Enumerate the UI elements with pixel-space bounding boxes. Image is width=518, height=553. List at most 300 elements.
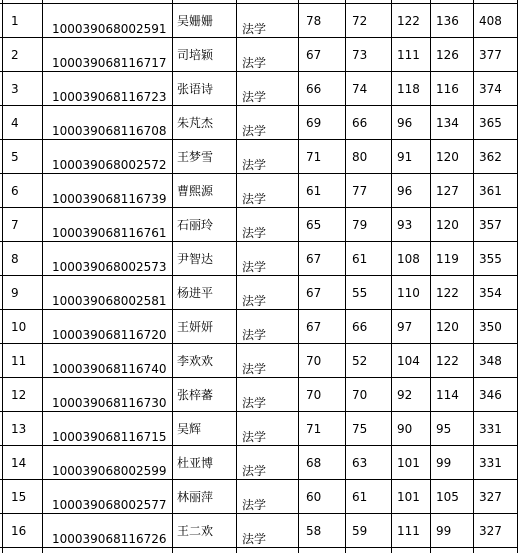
- cell-sequence-number: [2, 139, 42, 173]
- cell-score-1-text: 65: [306, 218, 322, 232]
- table-row: [0, 105, 518, 139]
- table-row: [0, 71, 518, 105]
- cell-total-score-text: 327: [479, 490, 502, 504]
- cell-sequence-number-text: 11: [11, 354, 27, 368]
- table-row-divider: [0, 105, 518, 106]
- cell-candidate-name-text: 杨进平: [177, 286, 214, 300]
- cell-score-1: [298, 37, 345, 71]
- table-row: [0, 3, 518, 37]
- cell-total-score: [473, 37, 517, 71]
- cell-candidate-id-text: 100039068116730: [52, 396, 167, 410]
- cell-candidate-id: [42, 445, 172, 479]
- cell-score-4: [430, 139, 473, 173]
- cell-score-1: [298, 139, 345, 173]
- cell-score-2-text: 59: [352, 524, 368, 538]
- cell-sequence-number-text: 9: [11, 286, 19, 300]
- cell-score-4: [430, 479, 473, 513]
- table-row-divider: [0, 309, 518, 310]
- cell-score-1: [298, 207, 345, 241]
- table-row-divider: [0, 37, 518, 38]
- cell-score-3-text: 118: [397, 82, 420, 96]
- cell-score-4-text: 116: [436, 82, 459, 96]
- table-row-divider: [0, 71, 518, 72]
- cell-sequence-number: [2, 3, 42, 37]
- cell-candidate-id: [42, 241, 172, 275]
- cell-score-4: [430, 513, 473, 547]
- cell-score-2: [345, 37, 391, 71]
- cell-major-text: 法学: [242, 396, 267, 410]
- cell-sequence-number-text: 3: [11, 82, 19, 96]
- table-column-divider: [2, 0, 3, 553]
- cell-major-text: 法学: [242, 532, 267, 546]
- cell-sequence-number: [2, 275, 42, 309]
- table-row: [0, 37, 518, 71]
- cell-major: [236, 3, 298, 37]
- cell-score-4-text: 119: [436, 252, 459, 266]
- cell-score-4-text: 126: [436, 48, 459, 62]
- cell-score-1-text: 69: [306, 116, 322, 130]
- cell-total-score: [473, 71, 517, 105]
- cell-major: [236, 479, 298, 513]
- cell-candidate-name: [172, 445, 236, 479]
- cell-candidate-id-text: 100039068116717: [52, 56, 167, 70]
- table-row: [0, 445, 518, 479]
- cell-sequence-number-text: 12: [11, 388, 27, 402]
- cell-score-3-text: 92: [397, 388, 413, 402]
- cell-score-1: [298, 377, 345, 411]
- cell-total-score-text: 357: [479, 218, 502, 232]
- cell-candidate-name-text: 杜亚博: [177, 456, 214, 470]
- cell-score-2: [345, 207, 391, 241]
- cell-candidate-id: [42, 377, 172, 411]
- table-column-divider: [391, 0, 392, 553]
- cell-total-score-text: 350: [479, 320, 502, 334]
- cell-sequence-number: [2, 445, 42, 479]
- cell-score-2: [345, 377, 391, 411]
- cell-candidate-name: [172, 173, 236, 207]
- table-row: [0, 173, 518, 207]
- cell-score-1-text: 67: [306, 320, 322, 334]
- cell-sequence-number-text: 7: [11, 218, 19, 232]
- cell-candidate-name: [172, 309, 236, 343]
- table-row-divider: [0, 139, 518, 140]
- cell-candidate-id: [42, 173, 172, 207]
- cell-total-score: [473, 241, 517, 275]
- table-row-divider: [0, 513, 518, 514]
- cell-score-3-text: 111: [397, 524, 420, 538]
- cell-sequence-number: [2, 71, 42, 105]
- cell-candidate-name-text: 林丽萍: [177, 490, 214, 504]
- cell-total-score-text: 355: [479, 252, 502, 266]
- cell-major: [236, 105, 298, 139]
- table-column-divider: [430, 0, 431, 553]
- cell-candidate-name: [172, 207, 236, 241]
- cell-score-4-text: 105: [436, 490, 459, 504]
- cell-score-1: [298, 71, 345, 105]
- cell-score-4: [430, 207, 473, 241]
- cell-score-2: [345, 343, 391, 377]
- cell-score-1: [298, 105, 345, 139]
- cell-score-4-text: 120: [436, 150, 459, 164]
- cell-score-4: [430, 37, 473, 71]
- cell-total-score: [473, 309, 517, 343]
- cell-score-4: [430, 309, 473, 343]
- cell-score-3-text: 90: [397, 422, 413, 436]
- cell-major: [236, 173, 298, 207]
- cell-candidate-name: [172, 513, 236, 547]
- cell-candidate-id: [42, 105, 172, 139]
- cell-score-1: [298, 173, 345, 207]
- cell-major-text: 法学: [242, 294, 267, 308]
- cell-score-2-text: 55: [352, 286, 368, 300]
- cell-score-4: [430, 275, 473, 309]
- cell-major: [236, 207, 298, 241]
- cell-score-2: [345, 445, 391, 479]
- cell-sequence-number-text: 6: [11, 184, 19, 198]
- cell-candidate-name-text: 吴姗姗: [177, 14, 214, 28]
- cell-major-text: 法学: [242, 192, 267, 206]
- cell-score-3: [391, 241, 430, 275]
- cell-sequence-number: [2, 309, 42, 343]
- cell-total-score: [473, 207, 517, 241]
- cell-score-3: [391, 3, 430, 37]
- cell-score-2: [345, 139, 391, 173]
- cell-candidate-name-text: 尹智达: [177, 252, 214, 266]
- cell-candidate-name-text: 张梓蕃: [177, 388, 214, 402]
- cell-major-text: 法学: [242, 56, 267, 70]
- cell-candidate-name: [172, 105, 236, 139]
- cell-score-4-text: 136: [436, 14, 459, 28]
- cell-major: [236, 241, 298, 275]
- cell-candidate-name: [172, 37, 236, 71]
- table-row-divider: [0, 479, 518, 480]
- cell-score-4: [430, 105, 473, 139]
- cell-candidate-id: [42, 513, 172, 547]
- cell-candidate-id: [42, 479, 172, 513]
- table-row-divider: [0, 3, 518, 4]
- table-row-divider: [0, 411, 518, 412]
- cell-total-score: [473, 343, 517, 377]
- cell-candidate-id: [42, 309, 172, 343]
- cell-score-2: [345, 173, 391, 207]
- cell-score-4: [430, 3, 473, 37]
- cell-score-1: [298, 241, 345, 275]
- cell-candidate-name-text: 王二欢: [177, 524, 214, 538]
- cell-candidate-id-text: 100039068116723: [52, 90, 167, 104]
- table-row: [0, 411, 518, 445]
- cell-candidate-id-text: 100039068116708: [52, 124, 167, 138]
- cell-total-score: [473, 3, 517, 37]
- cell-major-text: 法学: [242, 260, 267, 274]
- cell-major: [236, 377, 298, 411]
- table-row-divider: [0, 343, 518, 344]
- cell-score-4-text: 99: [436, 524, 452, 538]
- cell-score-1-text: 71: [306, 150, 322, 164]
- cell-candidate-id: [42, 71, 172, 105]
- cell-candidate-name-text: 石丽玲: [177, 218, 214, 232]
- cell-score-3: [391, 513, 430, 547]
- cell-score-2: [345, 513, 391, 547]
- cell-candidate-name-text: 司培颖: [177, 48, 214, 62]
- cell-major-text: 法学: [242, 362, 267, 376]
- cell-score-2: [345, 241, 391, 275]
- cell-score-2-text: 61: [352, 490, 368, 504]
- cell-total-score-text: 354: [479, 286, 502, 300]
- cell-score-1: [298, 479, 345, 513]
- cell-score-4-text: 120: [436, 218, 459, 232]
- cell-score-2: [345, 105, 391, 139]
- cell-score-3: [391, 445, 430, 479]
- cell-total-score: [473, 479, 517, 513]
- cell-major-text: 法学: [242, 90, 267, 104]
- cell-major-text: 法学: [242, 464, 267, 478]
- cell-score-1-text: 58: [306, 524, 322, 538]
- cell-sequence-number: [2, 37, 42, 71]
- cell-candidate-id-text: 100039068002591: [52, 22, 167, 36]
- cell-score-2-text: 61: [352, 252, 368, 266]
- cell-sequence-number-text: 14: [11, 456, 27, 470]
- cell-candidate-id-text: 100039068002573: [52, 260, 167, 274]
- cell-total-score: [473, 173, 517, 207]
- cell-total-score: [473, 513, 517, 547]
- table-row-divider: [0, 241, 518, 242]
- cell-sequence-number: [2, 377, 42, 411]
- cell-score-3: [391, 377, 430, 411]
- table-column-divider: [473, 0, 474, 553]
- cell-score-2-text: 70: [352, 388, 368, 402]
- cell-candidate-id: [42, 139, 172, 173]
- table-column-divider: [172, 0, 173, 553]
- cell-candidate-name-text: 王梦雪: [177, 150, 214, 164]
- table-row-divider: [0, 445, 518, 446]
- table-row: [0, 513, 518, 547]
- cell-candidate-name-text: 吴辉: [177, 422, 202, 436]
- cell-score-3: [391, 37, 430, 71]
- cell-score-3-text: 108: [397, 252, 420, 266]
- cell-score-1-text: 66: [306, 82, 322, 96]
- cell-sequence-number-text: 13: [11, 422, 27, 436]
- cell-score-3: [391, 275, 430, 309]
- cell-score-3: [391, 207, 430, 241]
- cell-score-4: [430, 377, 473, 411]
- cell-score-2-text: 66: [352, 320, 368, 334]
- cell-score-4: [430, 411, 473, 445]
- cell-major-text: 法学: [242, 226, 267, 240]
- cell-score-3: [391, 71, 430, 105]
- cell-candidate-name: [172, 71, 236, 105]
- cell-candidate-id-text: 100039068116739: [52, 192, 167, 206]
- cell-sequence-number: [2, 343, 42, 377]
- cell-major: [236, 513, 298, 547]
- cell-total-score-text: 362: [479, 150, 502, 164]
- cell-score-1: [298, 275, 345, 309]
- cell-candidate-name-text: 王妍妍: [177, 320, 214, 334]
- cell-score-2-text: 52: [352, 354, 368, 368]
- cell-score-3: [391, 139, 430, 173]
- cell-score-4: [430, 71, 473, 105]
- table-column-divider: [236, 0, 237, 553]
- cell-major: [236, 411, 298, 445]
- cell-score-4-text: 120: [436, 320, 459, 334]
- cell-score-1-text: 71: [306, 422, 322, 436]
- cell-sequence-number: [2, 513, 42, 547]
- cell-candidate-id-text: 100039068002572: [52, 158, 167, 172]
- cell-major: [236, 139, 298, 173]
- cell-candidate-id-text: 100039068002577: [52, 498, 167, 512]
- cell-score-1-text: 67: [306, 286, 322, 300]
- cell-sequence-number: [2, 173, 42, 207]
- cell-score-2-text: 66: [352, 116, 368, 130]
- cell-score-2: [345, 71, 391, 105]
- cell-score-2-text: 80: [352, 150, 368, 164]
- cell-major-text: 法学: [242, 498, 267, 512]
- table-row-divider: [0, 173, 518, 174]
- cell-score-4: [430, 241, 473, 275]
- table-row: [0, 275, 518, 309]
- cell-candidate-id: [42, 207, 172, 241]
- cell-total-score-text: 327: [479, 524, 502, 538]
- cell-candidate-id-text: 100039068002599: [52, 464, 167, 478]
- cell-score-4-text: 122: [436, 286, 459, 300]
- cell-candidate-id-text: 100039068116715: [52, 430, 167, 444]
- table-row: [0, 343, 518, 377]
- cell-candidate-name: [172, 411, 236, 445]
- cell-sequence-number: [2, 105, 42, 139]
- cell-candidate-name-text: 曹熙源: [177, 184, 214, 198]
- cell-total-score-text: 408: [479, 14, 502, 28]
- cell-total-score-text: 331: [479, 422, 502, 436]
- cell-major: [236, 71, 298, 105]
- cell-score-1: [298, 411, 345, 445]
- cell-candidate-id-text: 100039068116761: [52, 226, 167, 240]
- cell-candidate-name: [172, 479, 236, 513]
- cell-candidate-name: [172, 3, 236, 37]
- cell-candidate-id-text: 100039068116720: [52, 328, 167, 342]
- cell-score-3: [391, 343, 430, 377]
- cell-score-3-text: 104: [397, 354, 420, 368]
- cell-score-1-text: 61: [306, 184, 322, 198]
- cell-sequence-number-text: 1: [11, 14, 19, 28]
- cell-sequence-number-text: 4: [11, 116, 19, 130]
- cell-candidate-name: [172, 241, 236, 275]
- cell-candidate-id: [42, 411, 172, 445]
- cell-score-3: [391, 411, 430, 445]
- cell-score-2: [345, 479, 391, 513]
- table-row: [0, 309, 518, 343]
- cell-candidate-id: [42, 343, 172, 377]
- cell-total-score: [473, 139, 517, 173]
- cell-major: [236, 309, 298, 343]
- cell-score-4-text: 122: [436, 354, 459, 368]
- cell-candidate-id: [42, 275, 172, 309]
- cell-candidate-id-text: 100039068002581: [52, 294, 167, 308]
- cell-sequence-number-text: 5: [11, 150, 19, 164]
- cell-candidate-id: [42, 37, 172, 71]
- cell-score-3: [391, 105, 430, 139]
- cell-score-3: [391, 309, 430, 343]
- cell-score-1: [298, 513, 345, 547]
- cell-total-score-text: 331: [479, 456, 502, 470]
- cell-score-1-text: 78: [306, 14, 322, 28]
- cell-sequence-number-text: 8: [11, 252, 19, 266]
- cell-score-1-text: 70: [306, 388, 322, 402]
- cell-score-1-text: 67: [306, 252, 322, 266]
- table-row-divider: [0, 547, 518, 548]
- cell-score-1: [298, 3, 345, 37]
- table-row: [0, 479, 518, 513]
- table-row-divider: [0, 207, 518, 208]
- cell-score-2: [345, 309, 391, 343]
- table-row: [0, 139, 518, 173]
- cell-major: [236, 37, 298, 71]
- table-column-divider: [345, 0, 346, 553]
- cell-score-4-text: 114: [436, 388, 459, 402]
- cell-score-4-text: 95: [436, 422, 452, 436]
- table-row: [0, 241, 518, 275]
- cell-total-score: [473, 377, 517, 411]
- cell-score-4: [430, 343, 473, 377]
- cell-major: [236, 445, 298, 479]
- cell-total-score: [473, 445, 517, 479]
- cell-score-4-text: 99: [436, 456, 452, 470]
- cell-score-3-text: 101: [397, 490, 420, 504]
- table-row: [0, 207, 518, 241]
- cell-score-3-text: 101: [397, 456, 420, 470]
- cell-total-score: [473, 411, 517, 445]
- cell-sequence-number: [2, 479, 42, 513]
- cell-score-3-text: 96: [397, 184, 413, 198]
- cell-score-2-text: 74: [352, 82, 368, 96]
- cell-score-4-text: 134: [436, 116, 459, 130]
- table-row-divider: [0, 377, 518, 378]
- cell-score-3-text: 91: [397, 150, 413, 164]
- cell-score-3-text: 122: [397, 14, 420, 28]
- cell-score-2-text: 73: [352, 48, 368, 62]
- cell-score-1-text: 67: [306, 48, 322, 62]
- cell-score-1-text: 60: [306, 490, 322, 504]
- cell-score-3-text: 97: [397, 320, 413, 334]
- cell-candidate-name: [172, 139, 236, 173]
- cell-score-4-text: 127: [436, 184, 459, 198]
- cell-candidate-id-text: 100039068116726: [52, 532, 167, 546]
- cell-sequence-number: [2, 207, 42, 241]
- cell-score-2-text: 72: [352, 14, 368, 28]
- cell-candidate-name: [172, 377, 236, 411]
- cell-total-score-text: 377: [479, 48, 502, 62]
- cell-major-text: 法学: [242, 158, 267, 172]
- cell-score-3: [391, 479, 430, 513]
- table-row-divider: [0, 275, 518, 276]
- table-column-divider: [298, 0, 299, 553]
- cell-score-2-text: 63: [352, 456, 368, 470]
- cell-sequence-number-text: 2: [11, 48, 19, 62]
- cell-major-text: 法学: [242, 328, 267, 342]
- cell-candidate-name: [172, 343, 236, 377]
- cell-major-text: 法学: [242, 430, 267, 444]
- cell-score-3-text: 111: [397, 48, 420, 62]
- cell-major-text: 法学: [242, 22, 267, 36]
- cell-total-score-text: 361: [479, 184, 502, 198]
- table-row: [0, 377, 518, 411]
- cell-total-score: [473, 275, 517, 309]
- cell-total-score-text: 348: [479, 354, 502, 368]
- cell-score-3-text: 96: [397, 116, 413, 130]
- cell-candidate-id-text: 100039068116740: [52, 362, 167, 376]
- cell-total-score: [473, 105, 517, 139]
- cell-score-2-text: 75: [352, 422, 368, 436]
- cell-score-3-text: 110: [397, 286, 420, 300]
- cell-candidate-name: [172, 275, 236, 309]
